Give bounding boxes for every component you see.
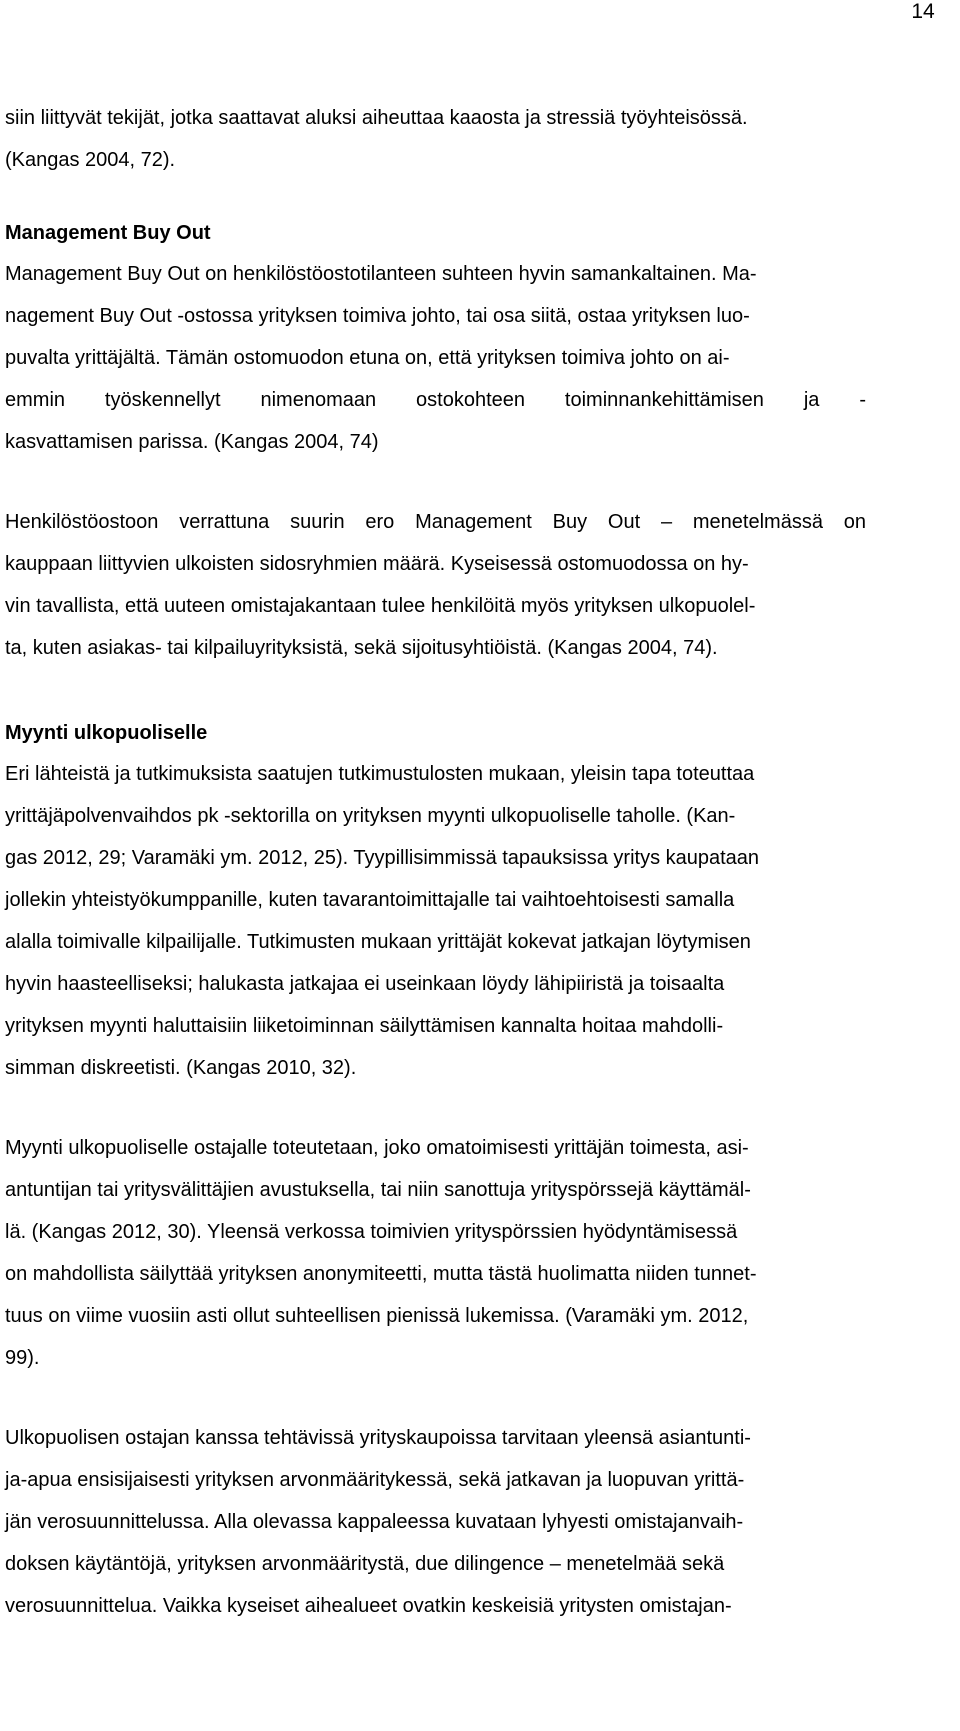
paragraph-line: yrityksen myynti haluttaisiin liiketoiminnan säilyttämisen kannalta hoitaa mahdolli- (5, 1015, 724, 1037)
paragraph-line: jollekin yhteistyökumppanille, kuten tavarantoimittajalle tai vaihtoehtoisesti samalla (5, 889, 735, 911)
paragraph (5, 1426, 866, 1618)
paragraph-line: Management Buy Out on henkilöstöostotilanteen suhteen hyvin samankaltainen. Ma- (5, 263, 757, 285)
paragraph-line: tuus on viime vuosiin asti ollut suhteellisen pienissä lukemissa. (Varamäki ym. 2012, (5, 1305, 749, 1327)
paragraph (5, 1136, 866, 1370)
paragraph-line: kasvattamisen parissa. (Kangas 2004, 74) (5, 431, 379, 453)
paragraph-line: jän verosuunnittelussa. Alla olevassa kappaleessa kuvataan lyhyesti omistajanvaih- (5, 1511, 744, 1533)
section-myynti-ulkopuoliselle (5, 720, 866, 1618)
paragraph-line: Henkilöstöostoon verrattuna suurin ero Management Buy Out – menetelmässä on (5, 511, 866, 533)
paragraph-line: (Kangas 2004, 72). (5, 149, 176, 171)
paragraph (5, 262, 866, 454)
intro-paragraph (5, 106, 866, 172)
paragraph-line: nagement Buy Out -ostossa yrityksen toimiva johto, tai osa siitä, ostaa yrityksen luo- (5, 305, 750, 327)
paragraph-line: on mahdollista säilyttää yrityksen anonymiteetti, mutta tästä huolimatta niiden tunnet- (5, 1263, 757, 1285)
paragraph-line: simman diskreetisti. (Kangas 2010, 32). (5, 1057, 357, 1079)
paragraph (5, 510, 866, 660)
paragraph-line: Eri lähteistä ja tutkimuksista saatujen tutkimustulosten mukaan, yleisin tapa toteuttaa (5, 763, 755, 785)
paragraph-line: vin tavallista, että uuteen omistajakantaan tulee henkilöitä myös yrityksen ulkopuolel- (5, 595, 756, 617)
paragraph-line: 99). (5, 1347, 40, 1369)
paragraph-line: antuntijan tai yritysvälittäjien avustuksella, tai niin sanottuja yrityspörssejä käyttämäl- (5, 1179, 751, 1201)
paragraph-line: kauppaan liittyvien ulkoisten sidosryhmien määrä. Kyseisessä ostomuodossa on hy- (5, 553, 749, 575)
document-body (5, 106, 866, 1618)
paragraph-line: Ulkopuolisen ostajan kanssa tehtävissä yrityskaupoissa tarvitaan yleensä asiantunti- (5, 1427, 751, 1449)
paragraph-line: Myynti ulkopuoliselle ostajalle toteutetaan, joko omatoimisesti yrittäjän toimesta, asi- (5, 1137, 749, 1159)
page-number: 14 (911, 0, 935, 23)
paragraph-line: puvalta yrittäjältä. Tämän ostomuodon etuna on, että yrityksen toimiva johto on ai- (5, 347, 730, 369)
paragraph-line: verosuunnittelua. Vaikka kyseiset aihealueet ovatkin keskeisiä yritysten omistajan- (5, 1595, 732, 1617)
paragraph-line: alalla toimivalle kilpailijalle. Tutkimusten mukaan yrittäjät kokevat jatkajan löytymisen (5, 931, 751, 953)
paragraph-line: emmin työskennellyt nimenomaan ostokohteen toiminnankehittämisen ja - (5, 389, 866, 411)
paragraph-line: lä. (Kangas 2012, 30). Yleensä verkossa toimivien yrityspörssien hyödyntämisessä (5, 1221, 738, 1243)
paragraph-line: hyvin haasteelliseksi; halukasta jatkajaa ei useinkaan löydy lähipiiristä ja toisaalta (5, 973, 725, 995)
section-management-buy-out (5, 220, 866, 660)
paragraph-line: siin liittyvät tekijät, jotka saattavat aluksi aiheuttaa kaaosta ja stressiä työyhteisössä. (5, 107, 748, 129)
paragraph (5, 762, 866, 1080)
paragraph-line: yrittäjäpolvenvaihdos pk -sektorilla on yrityksen myynti ulkopuoliselle taholle. (Kan- (5, 805, 736, 827)
section-heading: Myynti ulkopuoliselle (5, 722, 208, 744)
paragraph-line: ta, kuten asiakas- tai kilpailuyrityksistä, sekä sijoitusyhtiöistä. (Kangas 2004, 74). (5, 637, 718, 659)
paragraph-line: ja-apua ensisijaisesti yrityksen arvonmääritykessä, sekä jatkavan ja luopuvan yrittä- (5, 1469, 745, 1491)
paragraph-line: doksen käytäntöjä, yrityksen arvonmääritystä, due dilingence – menetelmää sekä (5, 1553, 725, 1575)
section-heading: Management Buy Out (5, 222, 211, 244)
paragraph-line: gas 2012, 29; Varamäki ym. 2012, 25). Tyypillisimmissä tapauksissa yritys kaupataan (5, 847, 760, 869)
